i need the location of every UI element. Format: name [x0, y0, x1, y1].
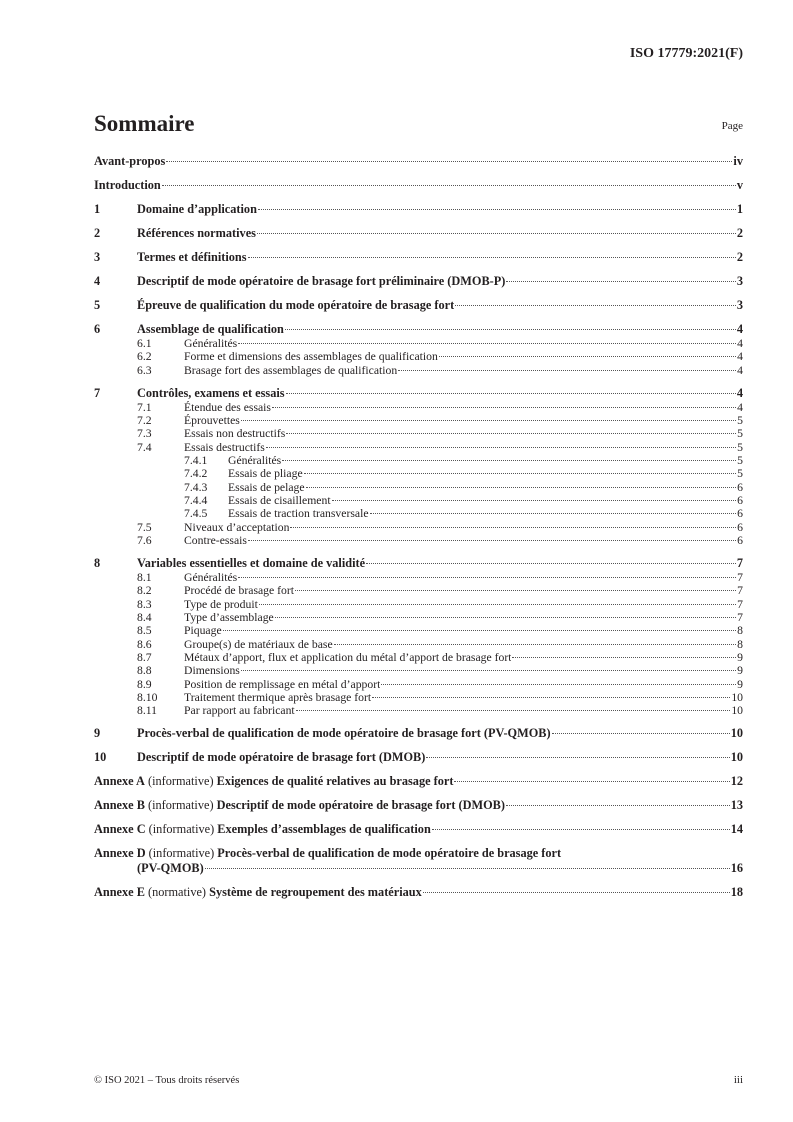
toc-entry-label: Position de remplissage en métal d’apport: [184, 677, 381, 691]
toc-entry-number: 7.4.4: [184, 493, 208, 507]
toc-entry-label: Type de produit: [184, 597, 258, 611]
dot-leader: [285, 329, 736, 330]
toc-entry-number: 6.1: [137, 337, 152, 350]
dot-leader: [381, 684, 736, 685]
toc-entry-page: 3: [736, 298, 743, 312]
dot-leader: [455, 305, 736, 306]
toc-entry-label: Essais de pelage: [228, 480, 305, 494]
toc-entry-page: 13: [730, 798, 743, 813]
toc-entry[interactable]: [94, 534, 743, 547]
toc-entry[interactable]: [94, 454, 743, 467]
dot-leader: [272, 407, 736, 408]
toc-entry-number: 6.3: [137, 363, 152, 377]
toc-entry[interactable]: [94, 401, 743, 414]
toc-entry[interactable]: [94, 611, 743, 624]
toc-entry-number: 8: [94, 556, 101, 571]
annex-title: Exigences de qualité relatives au brasage fort: [216, 774, 454, 789]
toc-entry-page: 7: [737, 584, 743, 598]
dot-leader: [426, 757, 729, 758]
toc-entry-label: Procès-verbal de qualification de mode opératoire de brasage fort (PV-QMOB): [137, 726, 551, 741]
toc-entry-number: 7.4: [137, 440, 152, 454]
toc-entry-number: 8.4: [137, 611, 152, 625]
footer-page-number: iii: [733, 1074, 743, 1086]
toc-entry[interactable]: [94, 584, 743, 597]
page-title: Sommaire: [94, 111, 195, 136]
toc-entry-label: Forme et dimensions des assemblages de qualification: [184, 350, 438, 364]
toc-entry-number: 4: [94, 274, 101, 288]
footer-copyright: © ISO 2021 – Tous droits réservés: [94, 1075, 240, 1086]
toc-entry-label: Essais de cisaillement: [228, 493, 331, 507]
page-column-label: Page: [721, 120, 743, 132]
toc-entry-label: Contrôles, examens et essais: [137, 385, 285, 400]
dot-leader: [512, 657, 736, 658]
toc-entry-page: 7: [737, 597, 743, 611]
toc-entry-label: Par rapport au fabricant: [184, 704, 295, 718]
toc-entry-label: Avant-propos: [94, 154, 166, 168]
dot-leader: [439, 356, 736, 357]
dot-leader: [506, 281, 735, 282]
toc-entry-label: Groupe(s) de matériaux de base: [184, 637, 333, 651]
toc-entry[interactable]: [94, 598, 743, 611]
toc-entry[interactable]: [94, 726, 743, 741]
toc-entry-number: 8.10: [137, 690, 158, 704]
toc-entry-page: 6: [737, 507, 743, 521]
toc-entry-page: 5: [737, 454, 743, 468]
dot-leader: [238, 343, 736, 344]
toc-entry-label: Traitement thermique après brasage fort: [184, 690, 372, 704]
toc-entry-number: 8.9: [137, 677, 152, 691]
dot-leader: [306, 487, 737, 488]
toc-entry-page: 5: [737, 440, 743, 454]
dot-leader: [332, 500, 737, 501]
annex-title-continued: (PV-QMOB): [137, 861, 204, 876]
toc-entry-page: 3: [736, 274, 743, 288]
table-of-contents: [94, 154, 743, 900]
toc-entry-number: 3: [94, 250, 101, 264]
annex-name: Annexe C: [94, 822, 146, 837]
toc-annex-entry[interactable]: [94, 822, 743, 837]
toc-entry-number: 2: [94, 226, 101, 240]
toc-entry[interactable]: [94, 556, 743, 571]
toc-entry-label: Termes et définitions: [137, 250, 247, 264]
toc-entry-page: 5: [737, 467, 743, 481]
dot-leader: [454, 781, 729, 782]
annex-name: Annexe A: [94, 774, 145, 789]
annex-type: (informative): [147, 798, 214, 813]
dot-leader: [241, 420, 736, 421]
dot-leader: [366, 563, 736, 564]
toc-entry-number: 7.4.3: [184, 480, 208, 494]
dot-leader: [282, 460, 736, 461]
annex-name: Annexe B: [94, 798, 145, 813]
toc-entry-page: 14: [730, 822, 743, 837]
toc-entry-number: 7.4.5: [184, 507, 208, 521]
dot-leader: [432, 829, 730, 830]
toc-entry-page: 10: [731, 704, 743, 718]
toc-entry-number: 6.2: [137, 350, 152, 364]
toc-entry-page: 5: [737, 427, 743, 441]
dot-leader: [238, 577, 736, 578]
toc-entry-page: iv: [733, 154, 743, 168]
toc-entry-number: 6: [94, 322, 101, 336]
annex-type: (informative): [147, 774, 214, 789]
toc-entry-page: 9: [737, 664, 743, 678]
toc-entry[interactable]: [94, 678, 743, 691]
toc-entry[interactable]: [94, 250, 743, 265]
toc-entry-label: Essais destructifs: [184, 440, 265, 454]
toc-entry-label: Type d’assemblage: [184, 611, 274, 625]
toc-entry-page: 5: [737, 414, 743, 428]
annex-title: Exemples d’assemblages de qualification: [217, 822, 431, 837]
toc-entry-label: Descriptif de mode opératoire de brasage fort (DMOB): [137, 750, 426, 765]
toc-entry-label: Domaine d’application: [137, 202, 257, 216]
toc-entry[interactable]: [94, 178, 743, 193]
toc-entry-label: Niveaux d’acceptation: [184, 520, 290, 534]
toc-entry-number: 8.7: [137, 650, 152, 664]
toc-entry[interactable]: [94, 507, 743, 520]
toc-entry-number: 7.3: [137, 427, 152, 441]
toc-entry-label: Dimensions: [184, 664, 240, 678]
annex-type: (informative): [148, 822, 215, 837]
toc-entry-number: 8.6: [137, 637, 152, 651]
annex-title: Descriptif de mode opératoire de brasage fort (DMOB): [216, 798, 505, 813]
toc-entry[interactable]: [94, 571, 743, 584]
toc-entry-page: 2: [736, 226, 743, 240]
toc-entry-number: 10: [94, 750, 107, 765]
toc-entry-page: 4: [736, 385, 743, 400]
annex-name: Annexe E: [94, 885, 145, 900]
toc-entry-number: 7: [94, 385, 101, 400]
toc-entry-label: Introduction: [94, 178, 161, 192]
toc-entry-label: Brasage fort des assemblages de qualification: [184, 363, 398, 377]
toc-entry-page: 7: [737, 571, 743, 585]
toc-entry-label: Essais non destructifs: [184, 427, 286, 441]
toc-entry-page: 2: [736, 250, 743, 264]
toc-entry[interactable]: [94, 638, 743, 651]
toc-entry[interactable]: [94, 651, 743, 664]
dot-leader: [266, 447, 736, 448]
toc-entry-label: Variables essentielles et domaine de validité: [137, 556, 366, 571]
toc-annex-entry[interactable]: [94, 846, 743, 876]
toc-entry-label: Assemblage de qualification: [137, 322, 284, 336]
toc-entry-number: 8.3: [137, 597, 152, 611]
toc-entry-label: Descriptif de mode opératoire de brasage fort préliminaire (DMOB-P): [137, 274, 506, 288]
toc-entry[interactable]: [94, 427, 743, 440]
toc-entry[interactable]: [94, 467, 743, 480]
toc-entry[interactable]: [94, 226, 743, 241]
toc-entry[interactable]: [94, 704, 743, 717]
toc-entry-label: Essais de traction transversale: [228, 507, 369, 521]
toc-entry-number: 9: [94, 726, 101, 741]
toc-entry-page: 10: [731, 690, 743, 704]
toc-entry-label: Essais de pliage: [228, 467, 303, 481]
dot-leader: [223, 630, 737, 631]
toc-annex-entry[interactable]: [94, 774, 743, 789]
dot-leader: [290, 527, 736, 528]
toc-entry-label: Généralités: [184, 571, 238, 585]
toc-entry[interactable]: [94, 386, 743, 401]
toc-entry-label: Procédé de brasage fort: [184, 584, 295, 598]
toc-entry[interactable]: [94, 664, 743, 677]
dot-leader: [275, 617, 736, 618]
annex-title: Système de regroupement des matériaux: [209, 885, 422, 900]
toc-entry[interactable]: [94, 364, 743, 377]
dot-leader: [241, 670, 736, 671]
toc-entry-page: 10: [730, 726, 743, 741]
toc-entry[interactable]: [94, 691, 743, 704]
toc-entry-page: 16: [730, 861, 743, 876]
toc-entry[interactable]: [94, 202, 743, 217]
toc-entry-label: Piquage: [184, 624, 222, 638]
toc-entry[interactable]: [94, 350, 743, 363]
toc-entry-label: Contre-essais: [184, 533, 247, 547]
toc-entry-page: v: [736, 178, 743, 192]
dot-leader: [295, 590, 736, 591]
toc-entry-number: 7.1: [137, 400, 152, 414]
toc-entry-number: 7.4.2: [184, 467, 208, 481]
toc-entry-number: 7.4.1: [184, 454, 208, 468]
toc-entry-number: 8.8: [137, 664, 152, 678]
toc-entry[interactable]: [94, 298, 743, 313]
toc-entry-page: 4: [737, 350, 743, 364]
toc-entry-page: 8: [737, 637, 743, 651]
toc-entry-label: Généralités: [184, 337, 238, 350]
dot-leader: [286, 433, 736, 434]
toc-entry-page: 9: [737, 650, 743, 664]
toc-entry-page: 4: [737, 363, 743, 377]
toc-entry[interactable]: [94, 414, 743, 427]
toc-entry[interactable]: [94, 521, 743, 534]
toc-entry-page: 6: [737, 520, 743, 534]
toc-entry[interactable]: [94, 337, 743, 350]
toc-entry-page: 10: [730, 750, 743, 765]
annex-title: Procès-verbal de qualification de mode opératoire de brasage fort: [217, 846, 562, 861]
dot-leader: [552, 733, 730, 734]
dot-leader: [248, 257, 736, 258]
toc-entry-label: Épreuve de qualification du mode opératoire de brasage fort: [137, 298, 455, 312]
toc-entry-number: 5: [94, 298, 101, 312]
toc-annex-entry[interactable]: [94, 798, 743, 813]
toc-entry-label: Éprouvettes: [184, 414, 240, 428]
dot-leader: [166, 161, 732, 162]
dot-leader: [370, 513, 737, 514]
dot-leader: [304, 473, 737, 474]
toc-entry[interactable]: [94, 154, 743, 169]
toc-entry-label: Métaux d’apport, flux et application du métal d’apport de brasage fort: [184, 650, 512, 664]
dot-leader: [162, 185, 736, 186]
dot-leader: [248, 540, 736, 541]
toc-entry-number: 7.6: [137, 533, 152, 547]
toc-entry-page: 6: [737, 533, 743, 547]
toc-entry-page: 4: [737, 337, 743, 350]
toc-entry-number: 7.2: [137, 414, 152, 428]
toc-entry-page: 7: [736, 556, 743, 571]
annex-type: (informative): [148, 846, 215, 861]
annex-type: (normative): [147, 885, 207, 900]
dot-leader: [372, 697, 730, 698]
toc-entry[interactable]: [94, 322, 743, 337]
document-id: ISO 17779:2021(F): [629, 46, 743, 61]
toc-entry[interactable]: [94, 274, 743, 289]
toc-entry[interactable]: [94, 494, 743, 507]
toc-entry-page: 8: [737, 624, 743, 638]
toc-entry-number: 8.1: [137, 571, 152, 585]
toc-entry-page: 1: [736, 202, 743, 216]
dot-leader: [257, 233, 736, 234]
dot-leader: [205, 868, 730, 869]
dot-leader: [258, 209, 736, 210]
dot-leader: [286, 393, 736, 394]
toc-entry-page: 4: [736, 322, 743, 336]
dot-leader: [259, 604, 736, 605]
dot-leader: [296, 710, 731, 711]
toc-entry-page: 4: [737, 400, 743, 414]
toc-entry-page: 12: [730, 774, 743, 789]
toc-entry-label: Étendue des essais: [184, 400, 271, 414]
toc-entry-number: 8.5: [137, 624, 152, 638]
dot-leader: [334, 644, 737, 645]
toc-entry-number: 8.11: [137, 704, 158, 718]
toc-entry-number: 8.2: [137, 584, 152, 598]
dot-leader: [506, 805, 730, 806]
toc-entry-page: 7: [737, 611, 743, 625]
toc-entry[interactable]: [94, 481, 743, 494]
annex-name: Annexe D: [94, 846, 146, 861]
dot-leader: [423, 892, 730, 893]
dot-leader: [398, 370, 736, 371]
toc-annex-entry[interactable]: [94, 885, 743, 900]
toc-entry-label: Généralités: [228, 454, 282, 468]
toc-entry-page: 18: [730, 885, 743, 900]
toc-entry-page: 9: [737, 677, 743, 691]
toc-entry-number: 7.5: [137, 520, 152, 534]
toc-entry-page: 6: [737, 493, 743, 507]
toc-entry-page: 6: [737, 480, 743, 494]
toc-entry-number: 1: [94, 202, 101, 216]
toc-entry[interactable]: [94, 441, 743, 454]
toc-entry[interactable]: [94, 624, 743, 637]
toc-entry[interactable]: [94, 750, 743, 765]
toc-entry-label: Références normatives: [137, 226, 256, 240]
